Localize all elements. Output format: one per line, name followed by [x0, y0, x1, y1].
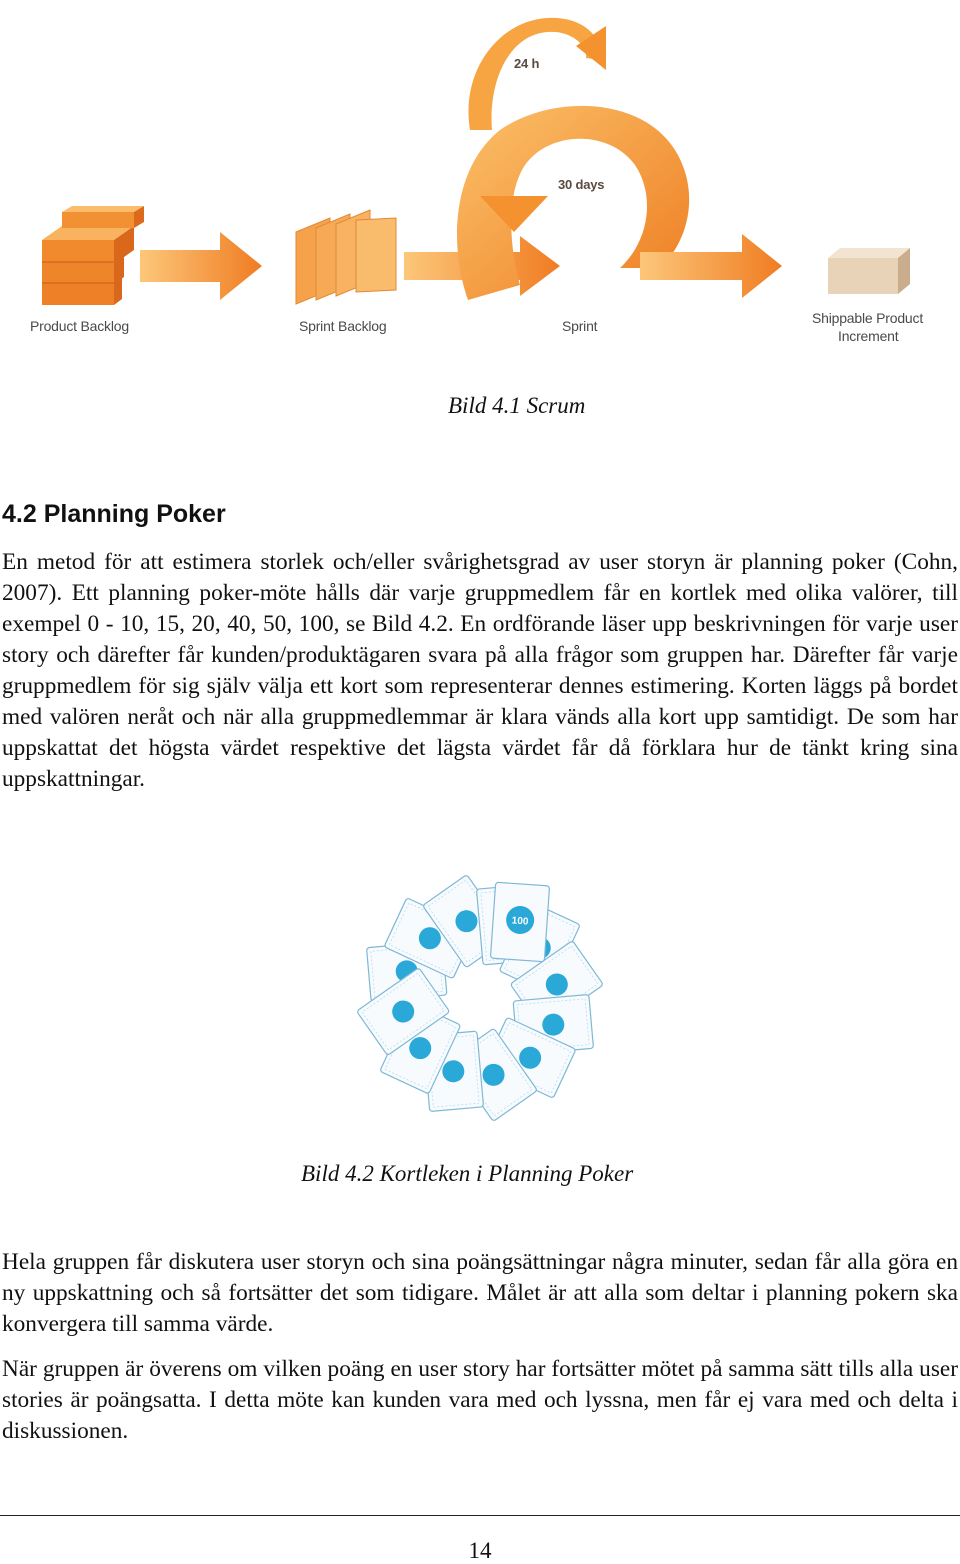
shippable-label-line2: Increment — [838, 328, 899, 344]
section-heading: 4.2 Planning Poker — [2, 500, 226, 528]
arrow-right-icon — [140, 232, 262, 300]
figure2-caption: Bild 4.2 Kortleken i Planning Poker — [301, 1161, 634, 1186]
poker-card-top — [490, 882, 549, 962]
planning-poker-cards — [330, 860, 630, 1140]
sprint-label: Sprint — [562, 318, 598, 334]
shippable-label-line1: Shippable Product — [812, 310, 924, 326]
poker-card-value: 100 — [511, 915, 529, 928]
paragraph-2: Hela gruppen får diskutera user storyn och sina poängsättningar några minuter, sedan får alla göra en ny uppskattning och så fortsätter det som tidigare. Målet är att alla som deltar i planning pokern ska konvergera till samma värde. — [2, 1249, 958, 1337]
page-number: 14 — [468, 1538, 492, 1563]
paragraph-1: En metod för att estimera storlek och/eller svårighetsgrad av user storyn är planning poker (Cohn, 2007). Ett planning poker-möte hålls där varje gruppmedlem får en kortlek med olika valörer, till exempel 0 - 10, 15, 20, 40, 50, 100, se Bild 4.2. En ordförande läser upp beskrivningen för varje user story och därefter får kunden/produktägaren svara på alla frågor som gruppen har. Därefter får varje gruppmedlem för sig själv välja ett kort som representerar dennes estimering. Korten läggs på bordet med valören neråt och när alla gruppmedlemmar är klara vänds alla kort upp samtidigt. De som har uppskattat det högsta värdet respektive det lägsta värdet får då förklara hur de tänkt kring sina uppskattningar. — [2, 549, 958, 792]
sprint-backlog-icon — [296, 210, 396, 304]
figure1-caption: Bild 4.1 Scrum — [448, 393, 586, 418]
paragraph-3: När gruppen är överens om vilken poäng en user story har fortsätter mötet på samma sätt tills alla user stories är poängsatta. I detta möte kan kunden vara med och lyssna, men får ej vara med och delta i diskussionen. — [2, 1356, 958, 1444]
cycle-24h-label: 24 h — [514, 56, 540, 71]
product-backlog-icon — [42, 206, 144, 305]
scrum-diagram — [0, 0, 960, 350]
cycle-30days-label: 30 days — [558, 177, 605, 192]
product-backlog-label: Product Backlog — [30, 318, 129, 334]
shippable-box-icon — [828, 248, 910, 294]
footer-rule — [0, 1515, 960, 1516]
sprint-backlog-label: Sprint Backlog — [299, 318, 387, 334]
